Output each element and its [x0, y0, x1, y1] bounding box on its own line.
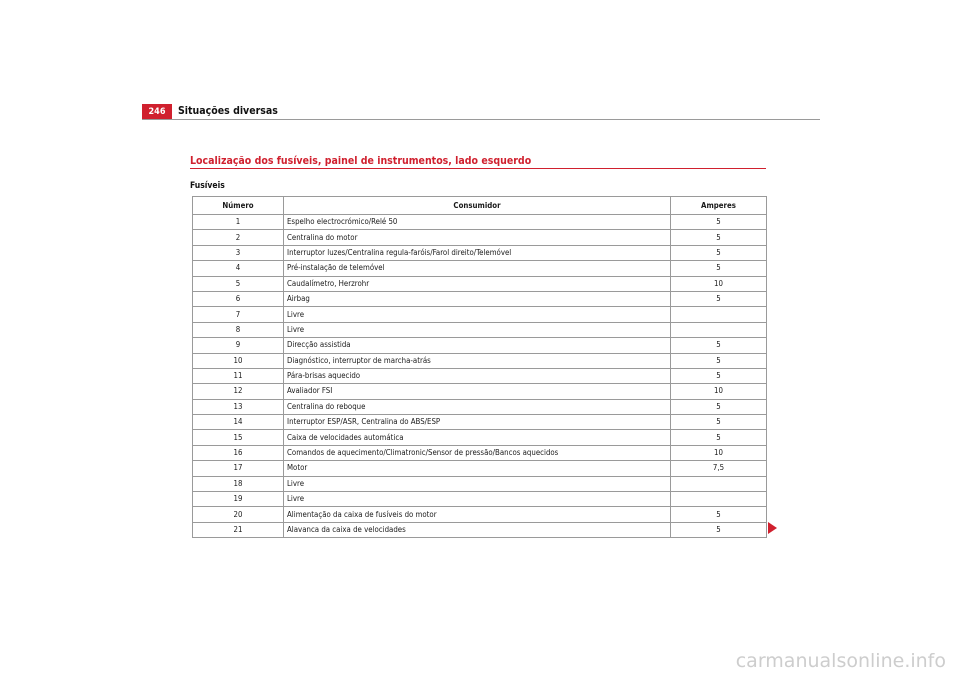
cell-consumer: Pára-brisas aquecido [284, 368, 671, 383]
table-row [193, 307, 767, 322]
cell-number: 19 [193, 492, 284, 507]
header-amperes: Amperes [671, 197, 767, 215]
cell-consumer: Caixa de velocidades automática [284, 430, 671, 445]
cell-consumer: Livre [284, 322, 671, 337]
cell-amperes [671, 492, 767, 507]
cell-amperes: 10 [671, 276, 767, 291]
cell-amperes: 5 [671, 522, 767, 537]
watermark: carmanualsonline.info [735, 650, 946, 672]
cell-number: 7 [193, 307, 284, 322]
cell-amperes: 5 [671, 507, 767, 522]
table-row [193, 368, 767, 383]
header-divider [142, 119, 820, 120]
cell-number: 14 [193, 415, 284, 430]
table-row [193, 384, 767, 399]
triangle-right-icon[interactable] [768, 522, 777, 534]
table-row [193, 430, 767, 445]
table-row [193, 322, 767, 337]
table-row [193, 445, 767, 460]
cell-amperes: 5 [671, 291, 767, 306]
cell-number: 20 [193, 507, 284, 522]
table-row [193, 276, 767, 291]
cell-amperes: 5 [671, 261, 767, 276]
table-row [193, 415, 767, 430]
cell-amperes: 7,5 [671, 461, 767, 476]
table-row [193, 476, 767, 491]
cell-consumer: Diagnóstico, interruptor de marcha-atrás [284, 353, 671, 368]
cell-amperes: 5 [671, 338, 767, 353]
cell-number: 16 [193, 445, 284, 460]
cell-number: 13 [193, 399, 284, 414]
table-row [193, 399, 767, 414]
cell-consumer: Espelho electrocrómico/Relé 50 [284, 215, 671, 230]
cell-number: 18 [193, 476, 284, 491]
cell-number: 1 [193, 215, 284, 230]
table-header-row [193, 197, 767, 215]
cell-number: 8 [193, 322, 284, 337]
cell-amperes: 5 [671, 353, 767, 368]
table-row [193, 245, 767, 260]
cell-number: 9 [193, 338, 284, 353]
cell-consumer: Avaliador FSI [284, 384, 671, 399]
cell-consumer: Livre [284, 492, 671, 507]
table-row [193, 353, 767, 368]
cell-consumer: Alimentação da caixa de fusíveis do motor [284, 507, 671, 522]
section-divider [190, 168, 766, 169]
cell-number: 21 [193, 522, 284, 537]
cell-number: 3 [193, 245, 284, 260]
cell-number: 4 [193, 261, 284, 276]
section-subtitle: Fusíveis [190, 181, 225, 191]
cell-number: 11 [193, 368, 284, 383]
cell-consumer: Motor [284, 461, 671, 476]
cell-amperes [671, 307, 767, 322]
cell-number: 2 [193, 230, 284, 245]
table-row [193, 461, 767, 476]
header-consumer: Consumidor [284, 197, 671, 215]
cell-consumer: Airbag [284, 291, 671, 306]
table-body [193, 215, 767, 538]
cell-consumer: Centralina do motor [284, 230, 671, 245]
cell-consumer: Comandos de aquecimento/Climatronic/Sensor de pressão/Bancos aquecidos [284, 445, 671, 460]
cell-number: 5 [193, 276, 284, 291]
header-number: Número [193, 197, 284, 215]
cell-amperes: 5 [671, 245, 767, 260]
cell-number: 15 [193, 430, 284, 445]
table-row [193, 261, 767, 276]
page-number: 246 [142, 104, 172, 119]
cell-amperes [671, 476, 767, 491]
cell-amperes [671, 322, 767, 337]
table-row [193, 338, 767, 353]
cell-consumer: Interruptor ESP/ASR, Centralina do ABS/ESP [284, 415, 671, 430]
cell-amperes: 5 [671, 368, 767, 383]
cell-number: 17 [193, 461, 284, 476]
cell-amperes: 10 [671, 445, 767, 460]
table-row [193, 507, 767, 522]
cell-consumer: Caudalímetro, Herzrohr [284, 276, 671, 291]
cell-amperes: 5 [671, 215, 767, 230]
cell-amperes: 10 [671, 384, 767, 399]
cell-consumer: Centralina do reboque [284, 399, 671, 414]
table-row [193, 492, 767, 507]
cell-amperes: 5 [671, 415, 767, 430]
table-row [193, 291, 767, 306]
table-row [193, 215, 767, 230]
cell-consumer: Interruptor luzes/Centralina regula-faróis/Farol direito/Telemóvel [284, 245, 671, 260]
cell-number: 10 [193, 353, 284, 368]
section-title: Localização dos fusíveis, painel de instrumentos, lado esquerdo [190, 155, 532, 167]
table-row [193, 522, 767, 537]
cell-amperes: 5 [671, 430, 767, 445]
cell-consumer: Alavanca da caixa de velocidades [284, 522, 671, 537]
cell-consumer: Livre [284, 476, 671, 491]
chapter-title: Situações diversas [178, 105, 278, 117]
cell-amperes: 5 [671, 399, 767, 414]
cell-amperes: 5 [671, 230, 767, 245]
cell-consumer: Pré-instalação de telemóvel [284, 261, 671, 276]
table-row [193, 230, 767, 245]
cell-number: 6 [193, 291, 284, 306]
cell-consumer: Direcção assistida [284, 338, 671, 353]
fuse-table [192, 196, 767, 538]
cell-consumer: Livre [284, 307, 671, 322]
cell-number: 12 [193, 384, 284, 399]
